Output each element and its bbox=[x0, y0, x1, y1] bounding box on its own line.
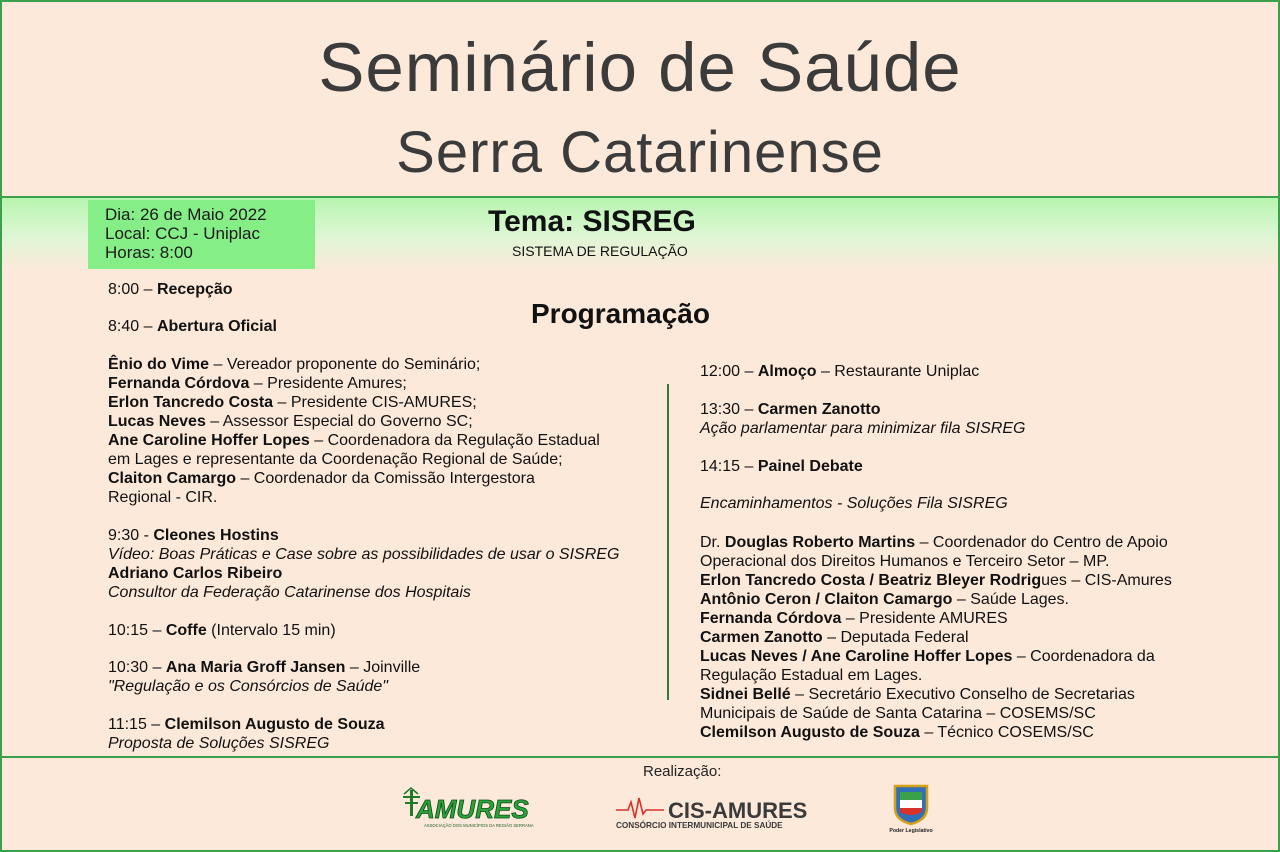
speaker-name: Claiton Camargo bbox=[108, 470, 237, 487]
amures-logo-sub: ASSOCIAÇÃO DOS MUNICÍPIOS DA REGIÃO SERRANA bbox=[424, 823, 534, 828]
speaker-role: – Deputada Federal bbox=[822, 629, 969, 646]
program-heading: Programação bbox=[531, 298, 710, 329]
amures-logo-text: AMURES bbox=[416, 794, 529, 824]
speaker-claiton-role-cont: Regional - CIR. bbox=[108, 489, 218, 506]
speaker-name: Cleones Hostins bbox=[153, 527, 279, 544]
panelist-douglas bbox=[700, 533, 1168, 552]
speaker-role: – Presidente Amures; bbox=[249, 375, 407, 392]
speaker-name: Lucas Neves bbox=[108, 413, 206, 430]
page-title: Seminário de Saúde bbox=[318, 29, 962, 106]
realizacao-label: Realização: bbox=[643, 763, 722, 780]
panelist-lucas-ane-role-cont: Regulação Estadual em Lages. bbox=[700, 667, 923, 684]
speaker-name: Clemilson Augusto de Souza bbox=[164, 716, 385, 733]
item-title: Painel Debate bbox=[757, 458, 863, 475]
talk-title: Vídeo: Boas Práticas e Case sobre as possibilidades de usar o SISREG bbox=[108, 546, 620, 563]
item-title: Abertura Oficial bbox=[156, 318, 277, 335]
time-label: 11:15 – bbox=[108, 716, 165, 733]
speaker-role-adriano: Consultor da Federação Catarinense dos Hospitais bbox=[108, 584, 471, 601]
poder-legislativo-logo bbox=[886, 782, 936, 834]
schedule-item-1115 bbox=[108, 715, 385, 734]
item-title: Recepção bbox=[156, 281, 233, 298]
item-title: Coffe bbox=[165, 622, 207, 639]
speaker-name: Sidnei Bellé bbox=[700, 686, 791, 703]
speaker-role: – Joinville bbox=[345, 659, 421, 676]
panelist-erlon-beatriz bbox=[700, 571, 1172, 590]
speaker-name: Erlon Tancredo Costa bbox=[108, 394, 274, 411]
speaker-fernanda bbox=[108, 374, 407, 393]
poder-logo-text: Poder Legislativo bbox=[889, 828, 933, 834]
talk-title: "Regulação e os Consórcios de Saúde" bbox=[108, 678, 388, 695]
speaker-enio bbox=[108, 355, 480, 374]
event-info-box bbox=[88, 200, 315, 269]
panelist-antonio-claiton bbox=[700, 590, 1069, 609]
speaker-lucas bbox=[108, 412, 473, 431]
panelist-douglas-role-cont: Operacional dos Direitos Humanos e Terceiro Setor – MP. bbox=[700, 553, 1110, 570]
cis-amures-logo bbox=[614, 794, 814, 830]
speaker-name: Fernanda Córdova bbox=[700, 610, 842, 627]
time-label: 8:40 – bbox=[108, 318, 157, 335]
time-label: 9:30 - bbox=[108, 527, 154, 544]
speaker-name: Erlon Tancredo Costa / Beatriz Bleyer Rodrig bbox=[700, 572, 1042, 589]
speaker-name-adriano: Adriano Carlos Ribeiro bbox=[108, 565, 283, 582]
schedule-item-1030 bbox=[108, 658, 420, 677]
time-label: 13:30 – bbox=[700, 401, 758, 418]
divider-bottom bbox=[2, 756, 1278, 758]
speaker-name: Carmen Zanotto bbox=[757, 401, 881, 418]
schedule-item-1415 bbox=[700, 457, 863, 476]
cis-logo-sub: CONSÓRCIO INTERMUNICIPAL DE SAÚDE bbox=[616, 821, 783, 830]
event-date: Dia: 26 de Maio 2022 bbox=[105, 205, 267, 224]
speaker-role: – Coordenadora da bbox=[1012, 648, 1155, 665]
speaker-name: Ane Caroline Hoffer Lopes bbox=[108, 432, 310, 449]
event-location: Local: CCJ - Uniplac bbox=[105, 224, 260, 243]
cis-logo-text: CIS-AMURES bbox=[668, 798, 808, 823]
talk-title: Ação parlamentar para minimizar fila SISREG bbox=[700, 420, 1026, 437]
speaker-erlon bbox=[108, 393, 477, 412]
panel-topic: Encaminhamentos - Soluções Fila SISREG bbox=[700, 495, 1008, 512]
panelist-clemilson bbox=[700, 723, 1094, 742]
panelist-fernanda bbox=[700, 609, 1008, 628]
time-label: 10:30 – bbox=[108, 659, 166, 676]
time-label: 8:00 – bbox=[108, 281, 157, 298]
speaker-name: Lucas Neves / Ane Caroline Hoffer Lopes bbox=[700, 648, 1013, 665]
speaker-name: Ana Maria Groff Jansen bbox=[165, 659, 346, 676]
speaker-role: ues – CIS-Amures bbox=[1041, 572, 1172, 589]
speaker-ane bbox=[108, 431, 600, 450]
column-divider bbox=[667, 384, 669, 700]
schedule-item-1200 bbox=[700, 362, 979, 381]
item-desc: (Intervalo 15 min) bbox=[206, 622, 336, 639]
speaker-name: Fernanda Córdova bbox=[108, 375, 250, 392]
speaker-role: – Coordenador do Centro de Apoio bbox=[915, 534, 1168, 551]
amures-logo bbox=[400, 786, 550, 830]
schedule-item-recepcao bbox=[108, 280, 233, 299]
panelist-carmen bbox=[700, 628, 969, 647]
time-label: 14:15 – bbox=[700, 458, 758, 475]
time-label: 12:00 – bbox=[700, 363, 758, 380]
speaker-name: Ênio do Vime bbox=[108, 356, 210, 373]
speaker-role: – Secretário Executivo Conselho de Secretarias bbox=[790, 686, 1135, 703]
speaker-role: – Coordenador da Comissão Intergestora bbox=[236, 470, 535, 487]
schedule-item-1330 bbox=[700, 400, 881, 419]
speaker-role: – Coordenadora da Regulação Estadual bbox=[309, 432, 600, 449]
panelist-lucas-ane bbox=[700, 647, 1155, 666]
speaker-ane-role-cont: em Lages e representante da Coordenação Regional de Saúde; bbox=[108, 451, 563, 468]
speaker-claiton bbox=[108, 469, 535, 488]
schedule-item-abertura bbox=[108, 317, 277, 336]
speaker-name: Carmen Zanotto bbox=[700, 629, 823, 646]
panelist-sidnei bbox=[700, 685, 1135, 704]
speaker-name: Clemilson Augusto de Souza bbox=[700, 724, 920, 741]
item-title: Almoço bbox=[757, 363, 817, 380]
title-prefix: Dr. bbox=[700, 534, 725, 551]
speaker-name: Antônio Ceron / Claiton Camargo bbox=[700, 591, 953, 608]
time-label: 10:15 – bbox=[108, 622, 166, 639]
theme-title: Tema: SISREG bbox=[488, 205, 696, 238]
speaker-role: – Assessor Especial do Governo SC; bbox=[205, 413, 473, 430]
event-time: Horas: 8:00 bbox=[105, 243, 193, 262]
panelist-sidnei-role-cont: Municipais de Saúde de Santa Catarina – COSEMS/SC bbox=[700, 705, 1096, 722]
schedule-item-0930 bbox=[108, 526, 279, 545]
schedule-item-1015 bbox=[108, 621, 336, 640]
speaker-role: – Vereador proponente do Seminário; bbox=[209, 356, 481, 373]
speaker-role: – Presidente CIS-AMURES; bbox=[273, 394, 477, 411]
page-subtitle: Serra Catarinense bbox=[396, 120, 884, 185]
speaker-role: – Presidente AMURES bbox=[841, 610, 1008, 627]
item-desc: – Restaurante Uniplac bbox=[816, 363, 980, 380]
heartbeat-icon bbox=[616, 798, 664, 818]
speaker-name: Douglas Roberto Martins bbox=[724, 534, 916, 551]
speaker-role: – Saúde Lages. bbox=[952, 591, 1069, 608]
talk-title: Proposta de Soluções SISREG bbox=[108, 735, 330, 752]
theme-subtitle: SISTEMA DE REGULAÇÃO bbox=[512, 243, 688, 259]
speaker-role: – Técnico COSEMS/SC bbox=[919, 724, 1094, 741]
